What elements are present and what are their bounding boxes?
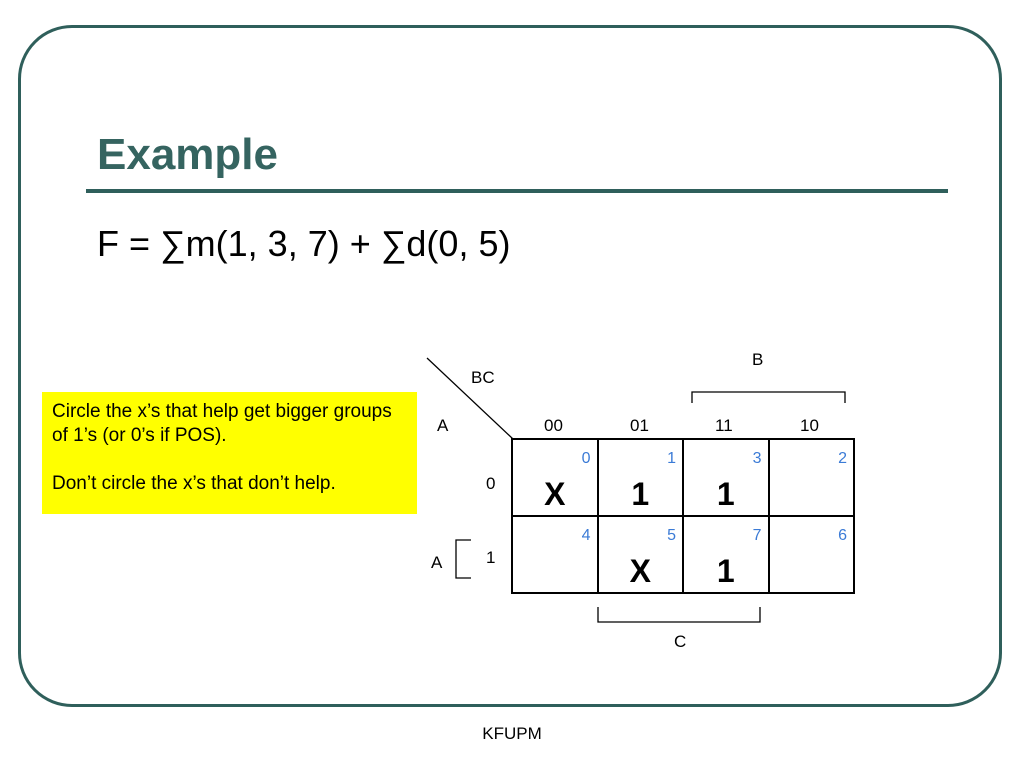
brace-a (456, 540, 471, 578)
brace-a-label: A (431, 553, 443, 572)
col-header-11: 11 (715, 416, 733, 435)
col-header-00: 00 (544, 416, 563, 435)
row-header-1: 1 (486, 548, 496, 567)
kmap-cell-m7 (683, 516, 769, 593)
row-header-0: 0 (486, 474, 496, 493)
boolean-function-formula: F = ∑m(1, 3, 7) + ∑d(0, 5) (97, 223, 511, 264)
note-line-1: Circle the x’s that help get bigger groups of 1’s (or 0’s if POS). (52, 401, 392, 446)
kmap-row-1 (512, 516, 854, 593)
minterm-index: 0 (581, 450, 591, 467)
col-header-10: 10 (800, 416, 819, 435)
brace-c (598, 607, 760, 622)
cell-value: 1 (716, 553, 735, 589)
kmap-cell-m3 (683, 439, 769, 516)
cell-value: 1 (716, 476, 735, 512)
minterm-index: 4 (581, 527, 591, 544)
minterm-index: 6 (838, 527, 847, 544)
cell-value: 1 (631, 476, 650, 512)
col-header-01: 01 (630, 416, 649, 435)
brace-b-label: B (752, 350, 764, 369)
minterm-index: 5 (667, 527, 676, 544)
kmap-cell-m6 (769, 516, 855, 593)
kmap-cell-m5 (598, 516, 684, 593)
karnaugh-map-grid (511, 438, 855, 594)
corner-col-vars-label: BC (471, 368, 495, 387)
minterm-index: 3 (752, 450, 762, 467)
cell-value: X (629, 553, 651, 589)
brace-c-label: C (674, 632, 687, 651)
kmap-cell-m1 (598, 439, 684, 516)
brace-b (692, 392, 845, 403)
footer-text: KFUPM (482, 724, 542, 743)
kmap-row-0 (512, 439, 854, 516)
minterm-index: 1 (667, 450, 676, 467)
minterm-index: 7 (752, 527, 762, 544)
kmap-cell-m4 (512, 516, 598, 593)
minterm-index: 2 (838, 450, 847, 467)
kmap-cell-m2 (769, 439, 855, 516)
slide-title: Example (97, 130, 278, 179)
kmap-cell-m0 (512, 439, 598, 516)
corner-row-var-label: A (437, 416, 449, 435)
note-line-2: Don’t circle the x’s that don’t help. (52, 473, 336, 494)
cell-value: X (544, 476, 566, 512)
